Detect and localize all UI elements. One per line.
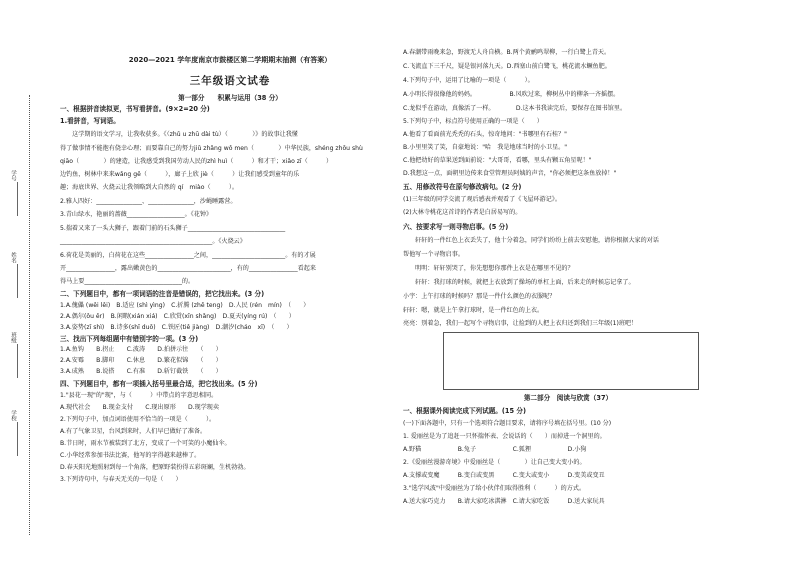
choice-line: A.有了气象卫星，台风到来时，人们早已做好了准备。 [60,428,207,435]
question-line: 这学期的语文学习，让我收获多。《（zhǔ u zhū dài tù）（ ）》的故事让我懂 [60,131,298,138]
question-line: (1)三年级的同学交流了观后感表并观看了《飞屋环游记》。 [403,196,561,203]
choice-line: B.小里里笑了笑，自豪地说："哈 我是地球当时的小卫星。" [403,144,568,151]
question-line: 1."县花一现"的"现"，与（ ）中带点的字意思相同。 [60,392,218,399]
question-line: __________________________________________________。《火烧云》 [60,238,246,245]
dialogue-line: 轩轩：我打球的时候，就把上衣放到了操场的单杠上面，后来走的时候忘记拿了。 [403,279,635,286]
margin-blank-xuehao[interactable] [17,182,18,216]
question-line: 4.下列句子中，运用了比喻的一项是（ ）。 [403,77,534,84]
part-two-heading: 第二部分 阅读与欣赏（37） [523,394,613,402]
section-heading: 三、找出下列每组题中有错别字的一项。(3 分) [60,335,199,343]
section-heading: 四、下列题目中，都有一项插入括号里最合适，把它找出来。(5 分) [60,380,258,388]
choice-line: C.他把幼好的草果送到面前说："大哥哥，看哪，里头有颗五角星呢！" [403,157,592,164]
dialogue-line: 小宇：上午打球的时候吗？那是一件什么颜色的衣服呢？ [403,293,556,300]
question-line: 5.下列句子中，标点符号使用正确的一项是（ ） [403,118,543,125]
margin-label-banji: 班级 [10,332,17,343]
exam-title: 三年级语文试卷 [189,75,271,87]
choice-line: C.小华经常参加书法比赛，他写的字得越来越棒了。 [60,452,201,459]
choice-line: 3.A.成熟 B.说搭 C.有准 D.斩钉截铁 （ ） [60,368,222,375]
question-line: qiāo（ ）的建造，让我感受到我国劳动人民的zhì huì（ ）和才干；xiǎo zī（ ） [60,158,333,165]
question-line: 得马上要________________________________的。 [60,278,195,285]
choice-line: A.送大家巧克力 B.请大家吃冰淇淋 C.请大家吃饭 D.送大家玩具 [403,498,605,505]
dialogue-line: 明明：轩轩别哭了，你先想想你那件上衣是在哪里不见的？ [403,265,574,272]
section-heading: 一、根据课外阅读完成下列试题。(15 分) [403,407,526,415]
exam-header: 2020—2021 学年度南京市鼓楼区第二学期期末抽测（有答案） [128,56,332,64]
choice-line: 1.A.鱼钩 B.拐止 C.波涛 D.拍拼示往 （ ） [60,346,222,353]
question-line: 得了做事情不能抱有侥幸心理；而要靠自己的努力jiǔ zhǎng wǒ men（ ）中华民族，shéng zhōu shù [60,145,363,152]
dialogue-line: 亮亮：别着急，我们一起写个寻物启事，让捡到的人把上衣归还到我们三年级(1)班吧！ [403,320,638,327]
binding-margin [0,0,36,561]
choice-line: A.小明长得很像他的妈妈。 B.风吹过来，柳树丛中的柳条一齐摇摆。 [403,91,620,98]
choice-line: A.支撑或变魔 B.变白或变黑 C.变大或变小 D.变美或变丑 [403,472,605,479]
section-heading: 一、根据拼音读拟更，书写看拼音。(9×2=20 分) [60,105,210,113]
question-line: 边钓鱼，树林中来来wǎng gē（ ），廊子上欣 jiè（ ）让我们感受到童年的乐 [60,171,300,178]
dialogue-line: 轩轩：嗯，就是上午拿打球时，是一件红色的上衣。 [403,307,544,314]
binding-dotted-line [29,95,30,535]
margin-blank-xingming[interactable] [17,264,18,298]
choice-line: B.节日时，雨水节被装到了北方，变成了一个可笑的小魔仙伞。 [60,440,231,447]
choice-line: 3.A.姿势(zī shì) B.诗多(shī duō) C.铁匠(tiě jiàng) D.潮汐(cháo xī) （ ） [60,324,293,331]
choice-line: A.春潮带雨晚来急，野渡无人舟自横。B.两个黄鹂鸣翠柳，一行白鹭上青天。 [403,49,611,56]
choice-line: D.春天阳光地照射到每一个角落，把原野装扮得五彩斑斓，生机勃勃。 [60,464,250,471]
choice-line: 1.A.傀儡 (wěi lěi) B.适应 (shì yìng) C.折腾 (zhē teng) D.人民 (rén mín) （ ） [60,302,310,309]
notice-writing-box[interactable] [443,332,699,390]
question-line: 2.《爱丽丝漫游奇境》中爱丽丝是（ ）让自己变大变小的。 [403,459,586,466]
question-line: 5.揣着又来了一头大狮子，跟着门前的石头狮子________________________________ [60,225,286,232]
margin-label-xingming: 姓名 [10,252,17,263]
question-line: 1.看拼音，写词语。 [60,117,120,125]
margin-label-xuehao: 学号 [10,170,17,181]
section-heading: 六、按要求写一则寻物启事。(5 分) [403,223,509,231]
choice-line: A.野猫 B.兔子 C.狐狸 D.小狗 [403,446,587,453]
question-line: (2)大林寺桃花这首诗的作者是白居易写的。 [403,209,522,216]
question-line: 6.荷花是美丽的，白荷花在这些________________之间，________________________。有的才展 [60,252,316,259]
choice-line: C.飞流直下三千尺，疑是银河落九天。D.西塞山前白鹭飞，桃花流水鳜鱼肥。 [403,63,611,70]
question-line: 3.青山绿水，艳丽的蔷薇___________________。《花钟》 [60,211,213,218]
question-line: (一)下面各题中，只有一个选项符合题目要求，请将序号填在括号里。(10 分) [403,420,612,427]
question-line: 趣；海底世界、火烧云让我领略到大自然的 qí miào（ ）。 [60,184,238,191]
section-heading: 五、用修改符号在原句修改病句。(2 分) [403,183,522,191]
choice-line: 2.A.安霉 B.脚印 C.休息 D.繁花似锦 （ ） [60,357,222,364]
question-line: 2.下列句子中，加点词语使用不恰当的一项是（ ）。 [60,416,216,423]
choice-line: 2.A.偶尔(ǒu ěr) B.闲暇(xián xiá) C.欣赏(xīn shǎng) D.夏天(yíng rú) （ ） [60,313,295,320]
question-line: 轩轩的一件红色上衣丢失了，他十分着急，同学们纷纷上前去安慰他，请你根据大家的对话 [403,237,659,244]
choice-line: D.我想这一点，面朝里边传来食堂管理员阿姨的声音，"你必须把这条鱼放掉！" [403,170,617,177]
margin-blank-xuexiao[interactable] [17,422,18,456]
question-line: 3."选学风波"中爱丽丝为了给小伙伴们取得胜利（ ）的方式。 [403,485,586,492]
section-heading: 二、下列题目中，都有一项词语的注音是错误的，把它找出来。(3 分) [60,290,265,298]
choice-line: A.现代社会 B.现金支付 C.现出原形 D.现学现卖 [60,404,219,411]
question-line: 帮他写一个寻物启事。 [403,251,464,258]
margin-blank-banji[interactable] [17,344,18,378]
margin-label-xuexiao: 学校 [10,410,17,421]
question-line: 1. 爱丽丝是为了追赶一只怀揣怀表、会说话的（ ）而掉进一个洞里的。 [403,433,606,440]
question-line: 3.下列诗句中，与春天无关的一句是（ ） [60,476,182,483]
choice-line: A.他看了看面前光秃秃的石头，惊奇地问："书哪里有石桂？" [403,131,567,138]
question-line: 2.雅人四好：_______________、_______________，沙蝇睡露营。 [60,198,237,205]
choice-line: C.龙似乎在游动，真像活了一样。 D.这本书我读完后，要保存在图书馆里。 [403,105,627,112]
question-line: 开________________，露出嫩黄色的________________________，有的________________看起来 [60,265,316,272]
part-one-heading: 第一部分 积累与运用（38 分） [178,94,282,102]
